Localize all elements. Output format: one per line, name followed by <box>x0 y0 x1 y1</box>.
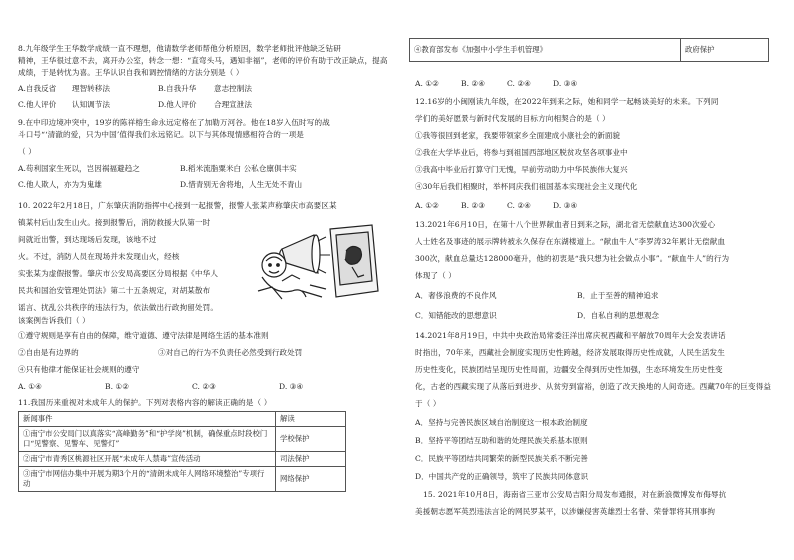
q13-option-b: B．止于至善的精神追求 <box>577 291 659 300</box>
q11-option-c: C. ②④ <box>507 79 531 88</box>
q13-line-2: 人士姓名及事迹的展示牌转被永久保存在东湖楼道上。“献血牛人”李罗涛32年累计无偿献血 <box>415 237 726 246</box>
q14-option-d: D．中国共产党的正确领导，筑牢了民族共同体意识 <box>415 472 589 481</box>
q10-line-6: 民共和国治安管理处罚法》第二十五条规定，对胡某散布 <box>18 286 211 295</box>
q9-line-1: 9.在中印边境冲突中，19岁的陈祥榕生命永远定格在了加勒万河谷。他在18岁入伍时写的战 <box>18 118 330 127</box>
q10-option-b: B. ①② <box>105 382 130 391</box>
q8-option-b: B.自我升华 <box>158 84 197 93</box>
q13-line-1: 13.2021年6月10日，在第十八个世界献血者日到来之际，湖北省无偿献血达300次爱心 <box>415 220 716 229</box>
q13-option-d: D．自私自利的思想观念 <box>577 311 660 320</box>
table-cell-event: ①南宁市公安局门以真落实“高峰勤务”和“护学岗”机制，确保重点时段校门口“见警察、见警车、见警灯” <box>19 427 276 452</box>
q8-option-c-method: 认知调节法 <box>72 100 110 109</box>
q9-option-a: A.苟利国家生死以，岂因祸福避趋之 <box>18 164 140 173</box>
table-cell-event: ②南宁市青秀区桃源社区开展“未成年人禁毒”宣传活动 <box>19 452 276 467</box>
table-header-event: 新闻事件 <box>19 412 276 427</box>
q13-line-3: 300次，献血总量达128000毫升，他的初衷是“我只想为社会做点小事”。“献血牛人”的行为 <box>415 254 730 263</box>
q14-line-2: 时指出，70年来，西藏社会制度实现历史性跨越，经济发展取得历史性成就，人民生活发生 <box>415 348 725 357</box>
q9-line-3: （ ） <box>18 147 36 156</box>
q11-option-b: B. ②④ <box>461 79 486 88</box>
table-row <box>19 452 346 467</box>
q12-line-2: 学们的美好愿景与新时代发展的目标方向相契合的是（ ） <box>415 114 610 123</box>
q8-option-d-method: 合理宣泄法 <box>214 100 252 109</box>
q8-option-a: A.自我反省 <box>18 84 57 93</box>
q10-item-4: ④只有他律才能保证社会规则的遵守 <box>18 365 140 374</box>
q9-line-2: 斗口号“‘清澈的爱，只为中国’值得我们永远铭记。以下与其体现情感相符合的一项是 <box>18 130 304 139</box>
table-cell-reading: 政府保护 <box>681 39 769 62</box>
table-row <box>19 427 346 452</box>
table-cell-reading: 学校保护 <box>276 427 346 452</box>
q14-line-4: 化，古老的西藏实现了从落后到进步、从贫穷到富裕，创造了改天换地的人间奇迹。西藏70年的巨变得益 <box>415 382 772 391</box>
q12-item-2: ②我在大学毕业后，将参与到祖国西部地区脱贫攻坚各项事业中 <box>415 148 628 157</box>
q12-item-3: ③我高中毕业后打算守门无愧，早前劳动助力中华民族伟大复兴 <box>415 165 628 174</box>
q13-option-c: C．知错能改的思想意识 <box>415 311 497 320</box>
q11-option-d: D. ③④ <box>553 79 578 88</box>
q11-table <box>18 411 346 492</box>
q10-line-1: 10. 2022年2月18日，广东肇庆消防指挥中心接到一起报警，报警人张某声称肇庆市高要区某 <box>18 201 337 210</box>
q15-line-1: 15. 2021年10月8日，海南省三亚市公安局吉阳分局发布通报，对在新浪微博发布侮辱抗 <box>423 490 727 499</box>
q12-option-c: C. ②④ <box>507 201 531 210</box>
table-header-reading: 解读 <box>276 412 346 427</box>
q14-line-3: 历史性变化，民族团结呈现历史性局面，边疆安全得到历史性加强，生态环境发生历史性变 <box>415 365 723 374</box>
table-cell-reading: 司法保护 <box>276 452 346 467</box>
q10-line-3: 间就近出警，到达现场后发现，该地不过 <box>18 235 157 244</box>
q15-line-2: 美援朝志愿军英烈违法言论的网民罗某平，以涉嫌侵害英雄烈士名誉、荣誉罪将其刑事拘 <box>415 507 716 516</box>
q8-option-b-method: 意志控制法 <box>214 84 252 93</box>
table-cell-reading: 网络保护 <box>276 467 346 492</box>
q14-line-5: 于（ ） <box>415 399 441 408</box>
q8-line-3: 成绩，于是转忧为喜。王华认识自我和调控情绪的方法分别是（ ） <box>18 68 244 77</box>
q14-option-a: A．坚持与完善民族区域自治制度这一根本政治制度 <box>415 418 588 427</box>
q10-option-a: A. ①④ <box>18 382 42 391</box>
table-header-row <box>19 412 346 427</box>
q11-table-continued <box>409 38 769 62</box>
q14-option-c: C．民族平等团结共同繁荣的新型民族关系不断完善 <box>415 454 588 463</box>
q8-line-2: 精神，王华很过意不去，离开办公室，转念一想：“直弯头马，遇知非福”，老师的评价有助于改正缺点，提高 <box>18 56 388 65</box>
q10-option-d: D. ③④ <box>279 382 304 391</box>
q9-option-c: C.他人欺人，亦为为鬼雄 <box>18 180 102 189</box>
q13-option-a: A．奢侈浪费的不良作风 <box>415 291 497 300</box>
q11-line: 11.我国历来重视对未成年人的保护。下列对表格内容的解读正确的是（ ） <box>18 398 272 407</box>
q12-item-4: ④30年后我们相聚时，举杯同庆我们祖国基本实现社会主义现代化 <box>415 182 638 191</box>
table-cell-event: ④教育部发布《加强中小学生手机管理》 <box>410 39 681 62</box>
q9-option-b: B.稻米流脂粟米白 公私仓廪俱丰实 <box>180 164 297 173</box>
q8-line-1: 8.九年级学生王华数学成绩一直不理想，他请数学老师帮他分析原因，数学老师批评他缺乏钻研 <box>18 44 341 53</box>
q10-item-3: ③对自己的行为不负责任必然受到行政处罚 <box>158 348 303 357</box>
q10-item-2: ②自由是有边界的 <box>18 348 79 357</box>
q10-item-1: ①遵守规则是享有自由的保障，维守道德、遵守法律是网络生活的基本准则 <box>18 331 269 340</box>
cartoon-illustration <box>252 221 394 307</box>
q10-line-5: 实张某为虚假报警。肇庆市公安局高要区分局根据《中华人 <box>18 269 219 278</box>
q10-line-7: 谣言、扰乱公共秩序的违法行为，依法做出行政拘留处罚。 <box>18 303 219 312</box>
q10-option-c: C. ②③ <box>192 382 216 391</box>
q8-option-d: D.他人评价 <box>158 100 197 109</box>
q14-line-1: 14.2021年8月19日，中共中央政治局常委汪洋出席庆祝西藏和平解放70周年大会发表讲话 <box>415 331 726 340</box>
q14-option-b: B．坚持平等团结互助和谐的处理民族关系基本原则 <box>415 436 588 445</box>
q10-line-8: 该案例告诉我们（ ） <box>18 316 90 325</box>
q12-option-d: D. ③④ <box>553 201 578 210</box>
q11-option-a: A. ①② <box>415 79 439 88</box>
q12-item-1: ①我等很回到老家，我要带领家乡全面建成小康社会的新面貌 <box>415 131 621 140</box>
q10-line-2: 镇某村后山发生山火。接到报警后，消防救援大队第一时 <box>18 218 211 227</box>
table-row <box>410 39 769 62</box>
q12-option-b: B. ②③ <box>461 201 486 210</box>
q9-option-d: D.惜青别无舍将地，人生无处不青山 <box>180 180 303 189</box>
q13-line-4: 体现了（ ） <box>415 271 456 280</box>
q8-option-c: C.他人评价 <box>18 100 57 109</box>
table-cell-event: ③南宁市网信办集中开展为期3个月的“清朗未成年人网络环境整治”专项行动 <box>19 467 276 492</box>
q12-line-1: 12.16岁的小闽刚读九年级，在2022年到来之际，她和同学一起畅谈美好的未来。下列同 <box>415 97 719 106</box>
table-row <box>19 467 346 492</box>
q8-option-a-method: 理智转移法 <box>72 84 110 93</box>
q10-line-4: 火。不过，消防人员在现场并未发现山火，经核 <box>18 252 180 261</box>
q12-option-a: A. ①② <box>415 201 439 210</box>
